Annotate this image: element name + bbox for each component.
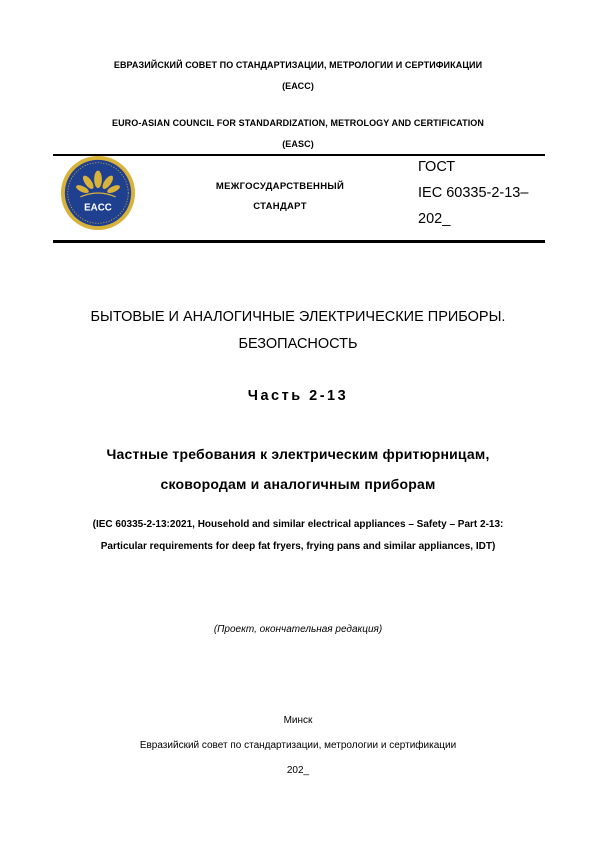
gost-label: ГОСТ	[418, 159, 456, 175]
iec-reference	[0, 514, 596, 558]
org-abbr-ru: (ЕАСС)	[282, 81, 314, 91]
easc-emblem-icon	[59, 154, 137, 232]
subtitle-line2: сковородам и аналогичным приборам	[160, 476, 436, 492]
gost-year: 202_	[418, 211, 451, 227]
org-name-en: EURO-ASIAN COUNCIL FOR STANDARDIZATION, METROLOGY AND CERTIFICATION	[111, 118, 485, 128]
org-abbr-en: (EASC)	[282, 139, 314, 149]
emblem-text: EACC	[84, 202, 112, 214]
standard-type-line2: СТАНДАРТ	[253, 201, 307, 212]
gost-number	[418, 154, 558, 232]
standard-type	[160, 177, 400, 217]
gost-code: IEC 60335-2-13–	[418, 185, 529, 201]
footer-city: Минск	[283, 715, 313, 726]
document-subtitle	[0, 439, 596, 499]
draft-note: (Проект, окончательная редакция)	[213, 624, 383, 635]
footer-year: 202_	[286, 765, 310, 776]
title-line2: БЕЗОПАСНОСТЬ	[238, 336, 358, 352]
standard-type-line1: МЕЖГОСУДАРСТВЕННЫЙ	[215, 181, 345, 192]
header-bottom-rule	[53, 240, 545, 243]
title-line1: БЫТОВЫЕ И АНАЛОГИЧНЫЕ ЭЛЕКТРИЧЕСКИЕ ПРИБОРЫ.	[90, 309, 506, 325]
footer	[0, 708, 596, 783]
document-title	[0, 304, 596, 358]
iec-reference-line2: Particular requirements for deep fat fryers, frying pans and similar appliances, IDT)	[100, 541, 496, 552]
footer-publisher: Евразийский совет по стандартизации, метрологии и сертификации	[139, 740, 457, 751]
part-number: Часть 2-13	[247, 388, 349, 404]
org-name-ru: ЕВРАЗИЙСКИЙ СОВЕТ ПО СТАНДАРТИЗАЦИИ, МЕТРОЛОГИИ И СЕРТИФИКАЦИИ	[113, 60, 483, 70]
iec-reference-line1: (IEC 60335-2-13:2021, Household and similar electrical appliances – Safety – Part 2-13:	[92, 519, 504, 530]
subtitle-line1: Частные требования к электрическим фритюрницам,	[106, 446, 490, 462]
